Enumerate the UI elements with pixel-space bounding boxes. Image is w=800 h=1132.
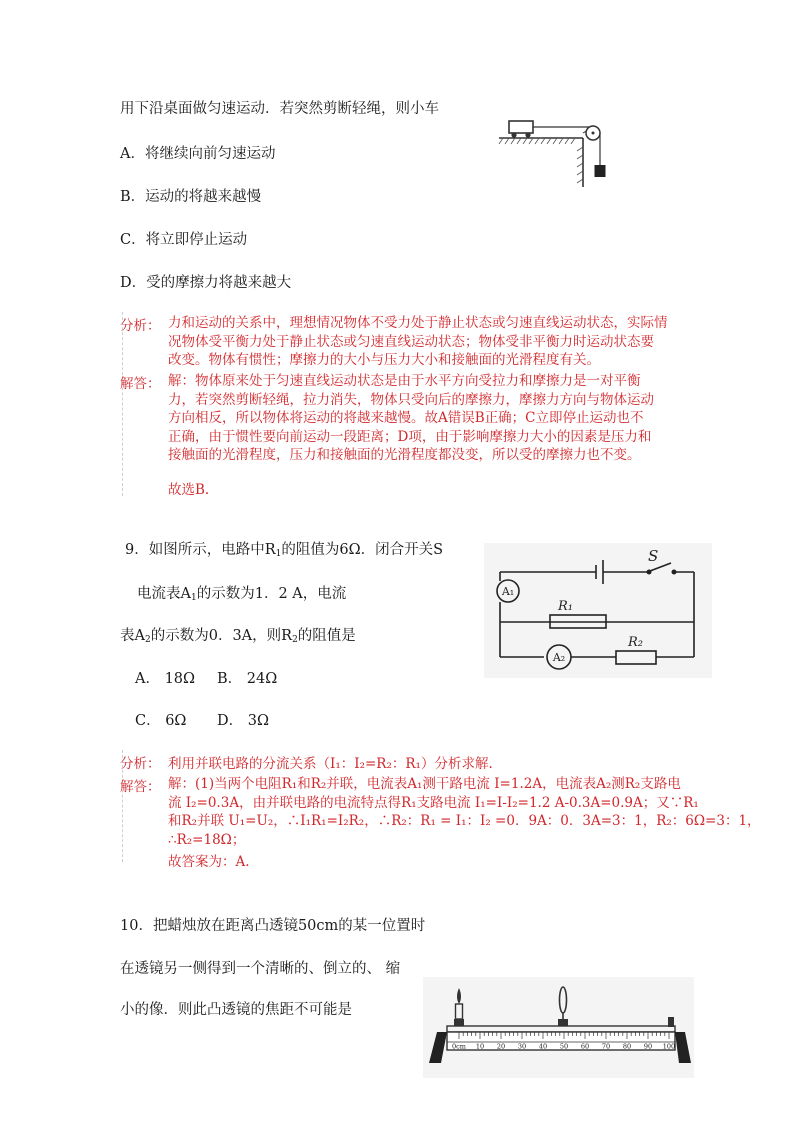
q8-analysis-line-1: 力和运动的关系中，理想情况物体不受力处于静止状态或匀速直线运动状态，实际情 xyxy=(168,315,668,331)
q9-line2-text: 电流表A xyxy=(137,586,191,602)
ruler-label: 30 xyxy=(517,1042,527,1051)
q8-answer-line-4: 正确，由于惯性要向前运动一段距离；D项，由于影响摩擦力大小的因素是压力和 xyxy=(168,428,652,445)
q9-stem-line-2 xyxy=(137,585,346,603)
q8-analysis xyxy=(168,314,668,370)
cart-pulley-figure xyxy=(497,113,613,191)
q9-line3-text-post: 的阻值是 xyxy=(297,628,356,644)
q8-option-b: B．运动的将越来越慢 xyxy=(120,189,262,205)
q9-answer-label: 解答： xyxy=(120,779,161,795)
q8-analysis-line-3: 改变。物体有惯性；摩擦力的大小与压力大小和接触面的光滑程度有关。 xyxy=(168,352,600,368)
ruler-label: 20 xyxy=(496,1042,506,1051)
ruler-label: 10 xyxy=(475,1042,485,1051)
q9-answer-line-3: 和R₂并联 U₁=U₂，∴I₁R₁=I₂R₂，∴R₂：R₁ = I₁：I₂ =0．9A：0．3A=3：1，R₂：6Ω=3：1， xyxy=(168,813,761,829)
q10-stem-line-1: 10．把蜡烛放在距离凸透镜50cm的某一位置时 xyxy=(120,918,426,934)
q9-answer-line-1: 解：(1)当两个电阻R₁和R₂并联，电流表A₁测干路电流 I=1.2A，电流表A₂测R₂支路电 xyxy=(168,776,681,792)
q9-stem-line-3 xyxy=(120,627,356,645)
ammeter-a1-label: A₁ xyxy=(501,585,515,598)
optical-bench-drawing xyxy=(423,977,694,1078)
q9-stem-line-1 xyxy=(125,541,443,559)
q8-stem: 用下沿桌面做匀速运动．若突然剪断轻绳，则小车 xyxy=(120,101,439,117)
q8-option-d: D．受的摩擦力将越来越大 xyxy=(120,275,292,291)
q9-line3-sub: 2 xyxy=(144,635,151,645)
q9-line3-sub-2: 2 xyxy=(292,635,298,645)
q8-answer-line-5: 接触面的光滑程度，压力和接触面的光滑程度都没变，所以受的摩擦力也不变。 xyxy=(168,447,641,463)
q9-answer-line-2: 流 I₂=0.3A，由并联电路的电流特点得R₁支路电流 I₁=I-I₂=1.2 A-0.3A=0.9A；又∵R₁ xyxy=(168,794,699,811)
q9-line2-text-post: 的示数为1．2 A，电流 xyxy=(196,586,347,602)
ruler-label: 0cm xyxy=(452,1042,466,1051)
q8-answer-line-2: 力，若突然剪断轻绳，拉力消失，物体只受向后的摩擦力，摩擦力方向与物体运动 xyxy=(168,391,654,408)
ruler-label: 100 xyxy=(662,1042,676,1051)
q10-stem-line-2: 在透镜另一侧得到一个清晰的、倒立的、 缩 xyxy=(120,961,401,977)
q9-option-d: D． 3Ω xyxy=(217,713,269,729)
q9-answer-line-4: ∴R₂=18Ω； xyxy=(168,831,246,848)
optical-bench-figure xyxy=(423,977,694,1078)
q9-option-b: B． 24Ω xyxy=(217,671,278,687)
ammeter-a2-label: A₂ xyxy=(552,651,566,664)
q9-option-a: A． 18Ω xyxy=(135,671,196,687)
q8-answer-line-3: 方向相反，所以物体将运动的将越来越慢。故A错误B正确；C立即停止运动也不 xyxy=(168,410,644,426)
q9-line2-sub: 1 xyxy=(190,593,197,603)
q8-answer-line-1: 解：物体原来处于匀速直线运动状态是由于水平方向受拉力和摩擦力是一对平衡 xyxy=(168,373,641,389)
ruler-label: 40 xyxy=(538,1042,548,1051)
q9-line3-text: 表A xyxy=(120,628,145,644)
q8-answer-label: 解答： xyxy=(120,376,161,392)
q9-analysis: 利用并联电路的分流关系（I₁：I₂=R₂：R₁）分析求解. xyxy=(168,756,493,772)
q9-line1-text: 9．如图所示，电路中R xyxy=(125,542,276,558)
q8-answer xyxy=(168,372,654,465)
q8-analysis-label: 分析： xyxy=(120,318,161,334)
switch-label: S xyxy=(648,547,659,565)
q9-conclusion: 故答案为：A. xyxy=(168,854,250,870)
q8-conclusion: 故选B. xyxy=(168,482,210,498)
q9-answer xyxy=(168,775,761,849)
q9-analysis-label: 分析： xyxy=(120,756,161,772)
q8-solution-rule xyxy=(122,312,123,496)
q8-option-c: C．将立即停止运动 xyxy=(120,232,248,248)
r2-label: R₂ xyxy=(628,635,643,650)
circuit-figure xyxy=(484,543,712,678)
circuit-diagram xyxy=(484,543,712,678)
q9-line1-text-post: 的阻值为6Ω．闭合开关S xyxy=(281,542,444,558)
ruler-label: 50 xyxy=(559,1042,569,1051)
cart-pulley-drawing xyxy=(497,113,613,191)
q9-line1-sub: 1 xyxy=(275,549,282,559)
ruler-label: 60 xyxy=(580,1042,590,1051)
ruler-label: 70 xyxy=(601,1042,611,1051)
ruler-label: 90 xyxy=(643,1042,653,1051)
q10-stem-line-3: 小的像．则此凸透镜的焦距不可能是 xyxy=(120,1002,352,1018)
q9-line3-text-mid: 的示数为0．3A，则R xyxy=(150,628,293,644)
q8-option-a: A．将继续向前匀速运动 xyxy=(120,146,276,162)
r1-label: R₁ xyxy=(558,599,573,614)
ruler-label: 80 xyxy=(622,1042,632,1051)
q8-analysis-line-2: 况物体受平衡力处于静止状态或匀速直线运动状态；物体受非平衡力时运动状态要 xyxy=(168,333,654,350)
q9-option-c: C． 6Ω xyxy=(135,713,187,729)
